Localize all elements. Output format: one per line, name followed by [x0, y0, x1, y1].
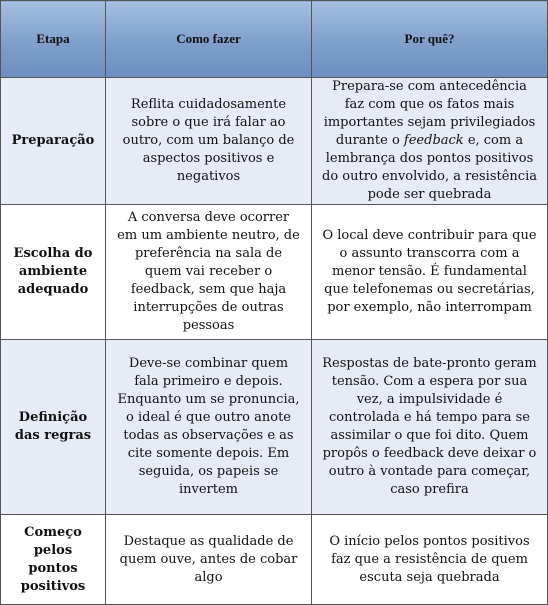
stage-cell: Definição das regras [1, 340, 106, 515]
how-cell: Deve-se combinar quem fala primeiro e depois. Enquanto um se pronuncia, o ideal é que outro anote todas as observações e as cite somente depois. Em seguida, os papeis se invertem [106, 340, 312, 515]
stage-cell: Preparação [1, 78, 106, 205]
how-cell: Reflita cuidadosamente sobre o que irá falar ao outro, com um balanço de aspectos positivos e negativos [106, 78, 312, 205]
why-cell: O local deve contribuir para que o assunto transcorra com a menor tensão. É fundamental que telefonemas ou secretárias, por exemplo, não interrompam [312, 205, 548, 340]
table-row [1, 340, 548, 515]
why-italic-term: feedback [403, 133, 464, 148]
table-row [1, 78, 548, 205]
why-cell [312, 78, 548, 205]
why-cell: O início pelos pontos positivos faz que a resistência de quem escuta seja quebrada [312, 515, 548, 605]
how-cell: Destaque as qualidade de quem ouve, antes de cobar algo [106, 515, 312, 605]
stage-cell: Escolha do ambiente adequado [1, 205, 106, 340]
table-row [1, 205, 548, 340]
header-row [1, 1, 548, 78]
why-cell: Respostas de bate-pronto geram tensão. Com a espera por sua vez, a impulsividade é controlada e há tempo para se assimilar o que foi dito. Quem propôs o feedback deve deixar o outro à vontade para começar, caso prefira [312, 340, 548, 515]
why-text: Prepara-se com antecedência faz com que os fatos mais importantes sejam privilegiados durante o [323, 79, 536, 148]
how-cell: A conversa deve ocorrer em um ambiente neutro, de preferência na sala de quem vai receber o feedback, sem que haja interrupções de outras pessoas [106, 205, 312, 340]
why-text: e, com a lembrança dos pontos positivos do outro envolvido, a resistência pode ser quebrada [322, 133, 537, 202]
header-como-fazer: Como fazer [106, 1, 312, 78]
header-etapa: Etapa [1, 1, 106, 78]
stage-cell: Começo pelos pontos positivos [1, 515, 106, 605]
header-por-que: Por quê? [312, 1, 548, 78]
table-row [1, 515, 548, 605]
